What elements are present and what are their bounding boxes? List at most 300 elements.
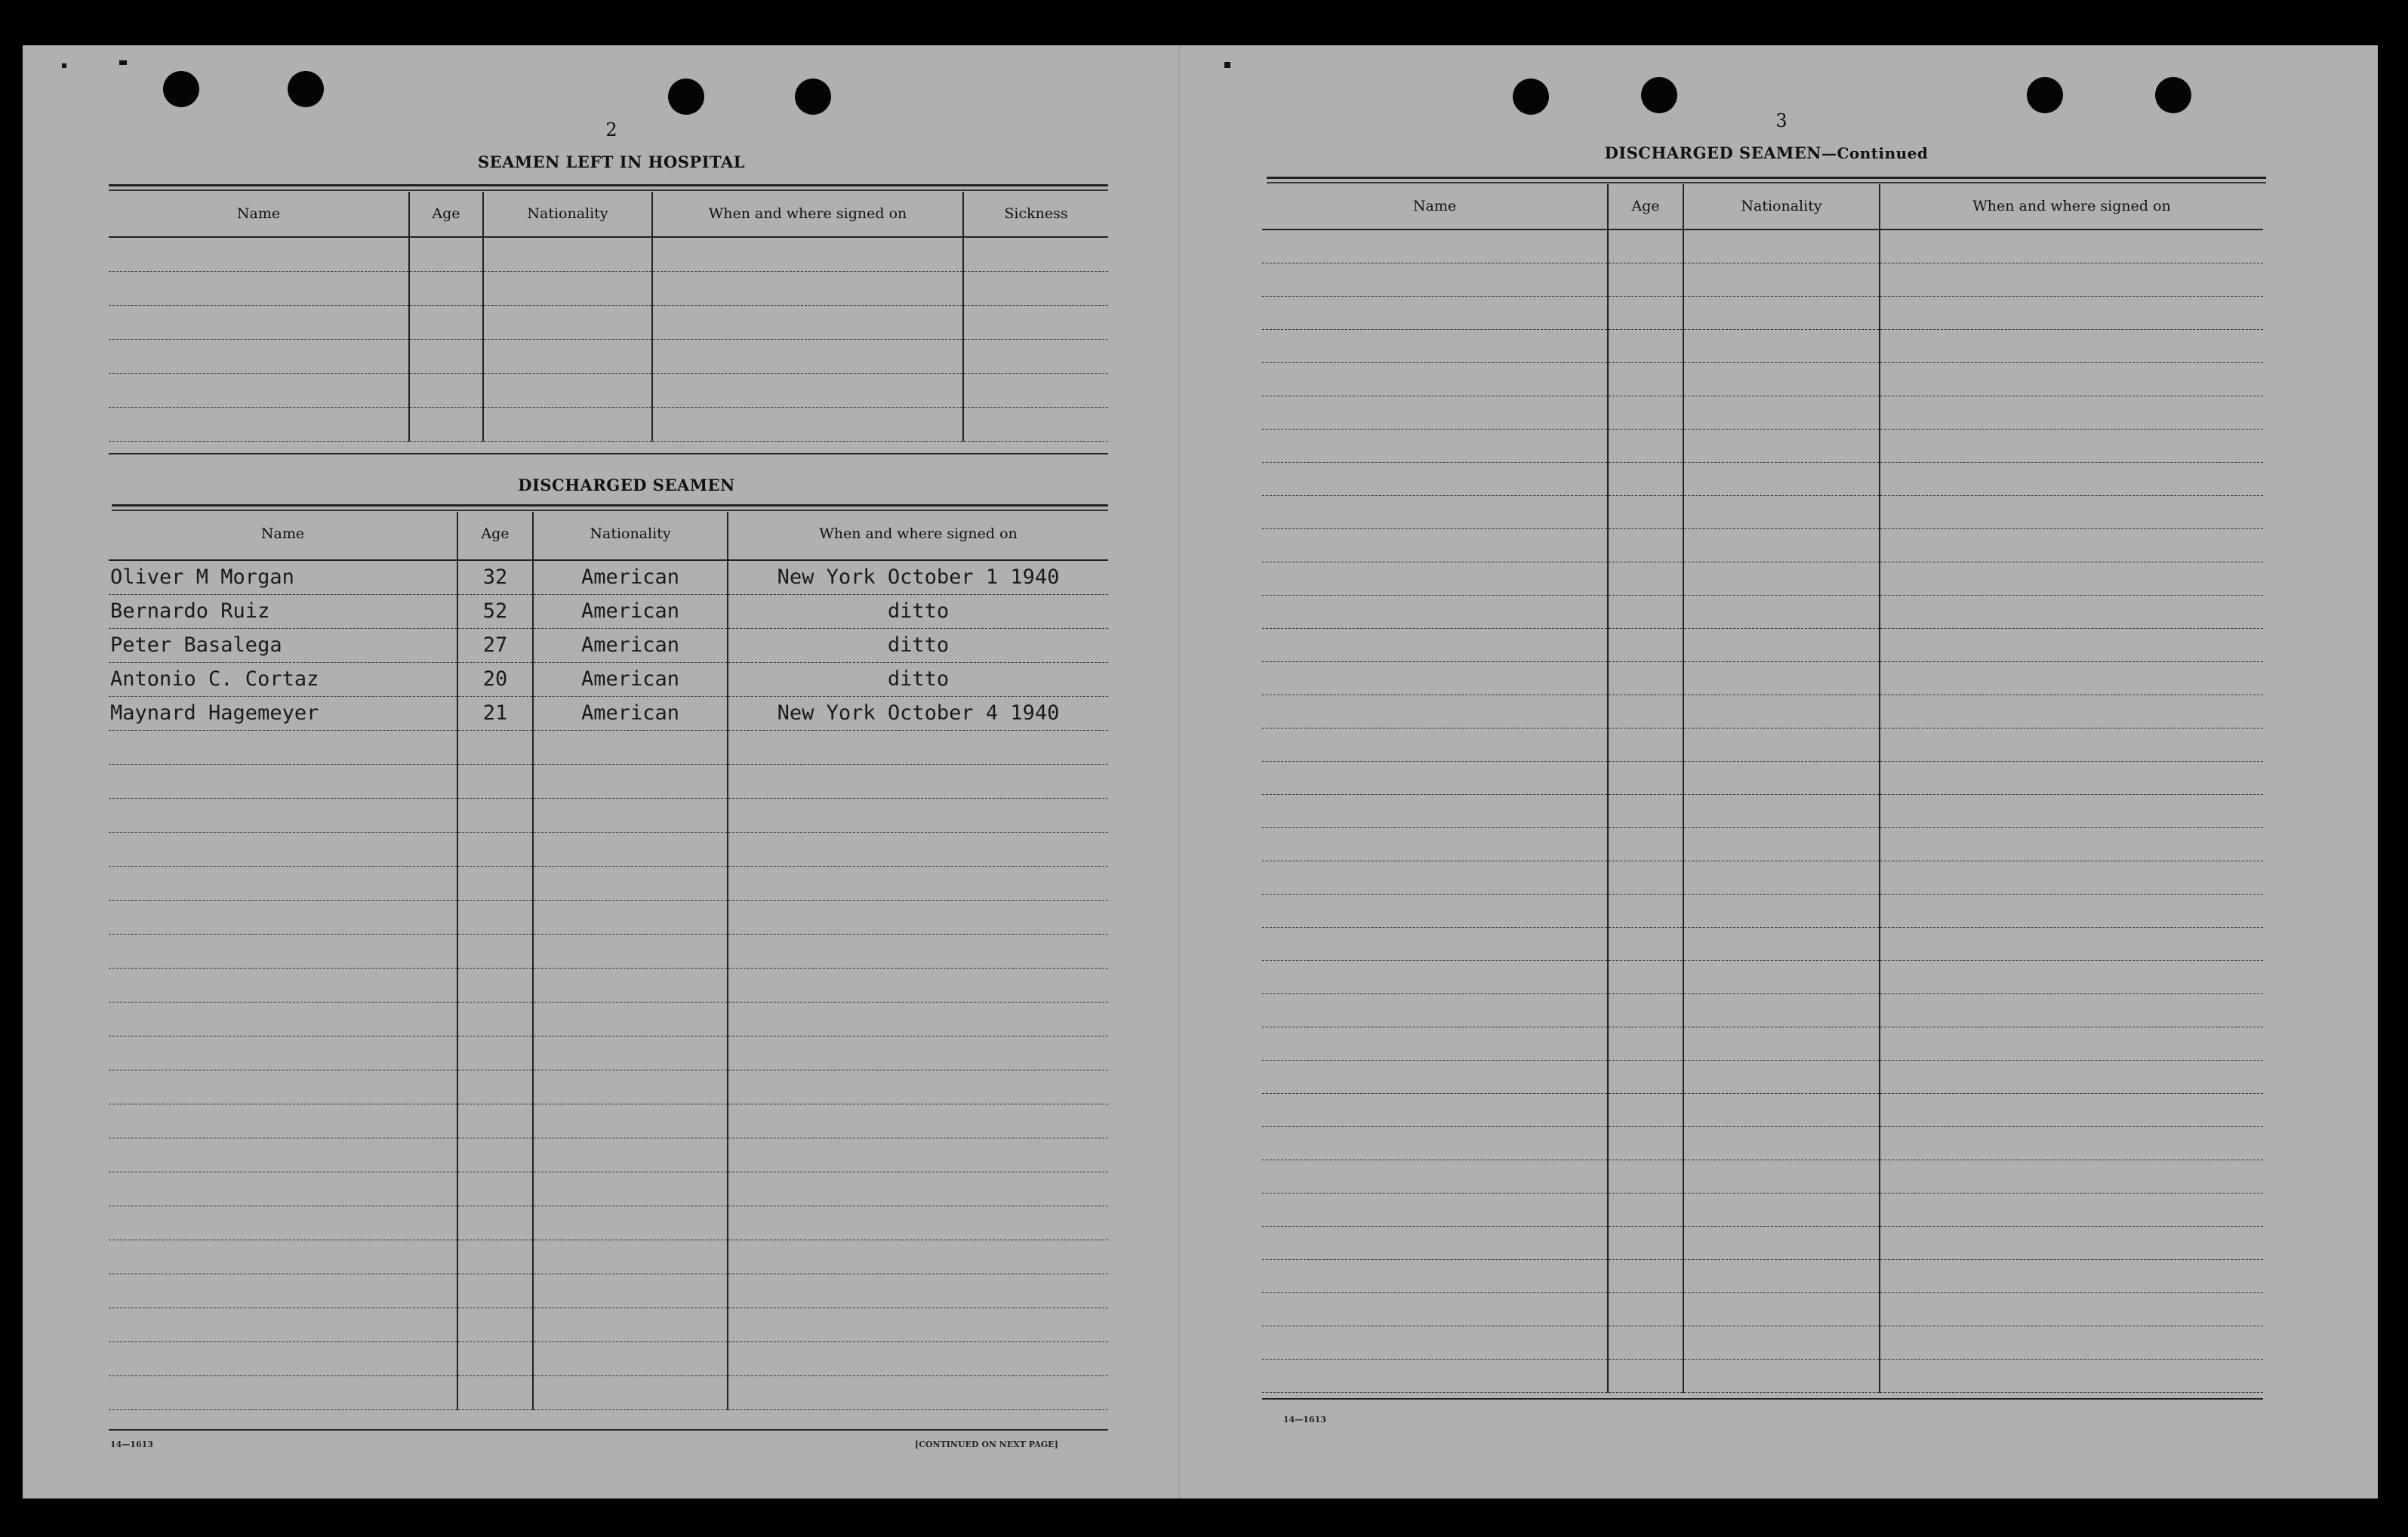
blank-cell [533,1240,728,1274]
blank-cell [652,407,963,441]
blank-row [1262,1060,2263,1093]
blank-cell [1608,429,1683,462]
blank-cell [1262,1292,1608,1326]
blank-cell [1608,562,1683,595]
blank-cell [1880,528,2263,562]
blank-cell [652,237,963,271]
blank-cell [728,934,1108,968]
blank-cell [1608,1060,1683,1093]
blank-cell [1262,1027,1608,1060]
blank-cell [1608,296,1683,329]
blank-cell [1608,362,1683,396]
blank-cell [109,339,409,373]
blank-cell [1608,595,1683,628]
blank-cell [1262,1259,1608,1292]
blank-cell [1262,827,1608,861]
nationality-cell: American [533,560,728,594]
blank-row [109,1070,1108,1104]
nationality-cell: American [533,696,728,730]
blank-cell [533,1341,728,1375]
blank-cell [533,764,728,798]
blank-cell [1262,761,1608,794]
column-header-name: Name [1262,184,1608,229]
blank-row [1262,528,2263,562]
blank-cell [1262,1126,1608,1160]
blank-cell [1608,495,1683,528]
blank-cell [1608,1226,1683,1259]
table-row [109,628,1108,662]
blank-cell [109,1138,457,1172]
blank-cell [533,1274,728,1308]
blank-cell [1880,1160,2263,1193]
blank-cell [457,1308,533,1341]
blank-cell [1262,1160,1608,1193]
blank-cell [409,339,483,373]
blank-cell [457,832,533,866]
blank-cell [963,237,1108,271]
scan-speck [62,63,66,68]
blank-row [1262,1126,2263,1160]
blank-cell [1608,1259,1683,1292]
blank-cell [1608,960,1683,993]
blank-cell [1880,1259,2263,1292]
blank-row [109,1002,1108,1036]
blank-cell [1683,861,1880,894]
blank-cell [1608,827,1683,861]
age-cell: 20 [457,662,533,696]
hospital-table-title: SEAMEN LEFT IN HOSPITAL [477,152,746,171]
blank-row [109,1104,1108,1138]
table-row [109,696,1108,730]
blank-cell [409,305,483,339]
blank-row [1262,296,2263,329]
blank-cell [109,1070,457,1104]
table-bottom-rule [109,453,1108,454]
blank-cell [1683,894,1880,927]
blank-cell [728,1172,1108,1206]
blank-cell [652,339,963,373]
blank-cell [1880,894,2263,927]
blank-cell [1683,1093,1880,1126]
blank-cell [1683,296,1880,329]
blank-row [1262,661,2263,695]
blank-cell [728,1070,1108,1104]
blank-row [1262,462,2263,495]
blank-row [1262,1292,2263,1326]
blank-cell [1608,1160,1683,1193]
blank-cell [1262,894,1608,927]
blank-cell [1608,1193,1683,1226]
column-header-nationality: Nationality [1683,184,1880,229]
blank-row [109,730,1108,764]
blank-cell [1608,661,1683,695]
blank-row [1262,993,2263,1027]
column-header-signed-on: When and where signed on [652,192,963,237]
blank-cell [1608,794,1683,827]
blank-cell [1683,562,1880,595]
table-top-rule [1267,177,2266,179]
blank-cell [483,305,652,339]
blank-cell [1262,1060,1608,1093]
blank-row [109,237,1108,271]
blank-cell [1608,695,1683,728]
table-row [109,662,1108,696]
blank-cell [1683,661,1880,695]
blank-cell [1683,1259,1880,1292]
blank-cell [109,1206,457,1240]
blank-cell [963,373,1108,407]
blank-cell [109,900,457,934]
blank-cell [533,968,728,1002]
blank-cell [533,798,728,832]
blank-cell [533,730,728,764]
blank-cell [728,1206,1108,1240]
blank-cell [1262,1359,1608,1392]
blank-cell [109,1308,457,1341]
blank-cell [1608,1093,1683,1126]
blank-cell [457,798,533,832]
blank-cell [533,1138,728,1172]
blank-row [1262,761,2263,794]
blank-cell [1683,1292,1880,1326]
blank-cell [1683,993,1880,1027]
blank-cell [1683,595,1880,628]
blank-cell [109,237,409,271]
blank-cell [533,1308,728,1341]
blank-cell [1262,595,1608,628]
blank-cell [409,373,483,407]
blank-cell [533,866,728,900]
blank-row [109,305,1108,339]
blank-cell [1880,1060,2263,1093]
blank-cell [1880,263,2263,296]
blank-cell [533,1172,728,1206]
blank-cell [728,798,1108,832]
blank-row [1262,263,2263,296]
blank-cell [1880,661,2263,695]
age-cell: 27 [457,628,533,662]
blank-cell [1608,894,1683,927]
column-header-name: Name [109,512,457,560]
blank-cell [1683,728,1880,761]
blank-row [109,339,1108,373]
blank-cell [1262,462,1608,495]
blank-cell [457,1070,533,1104]
blank-cell [728,1341,1108,1375]
blank-cell [1880,728,2263,761]
blank-cell [1683,1326,1880,1359]
page-fold [1178,45,1181,1498]
blank-row [1262,861,2263,894]
blank-cell [109,1240,457,1274]
blank-cell [109,1036,457,1070]
blank-cell [457,730,533,764]
punch-hole [1513,79,1549,115]
table-top-rule [112,510,1108,511]
blank-row [109,1240,1108,1274]
blank-cell [1262,1193,1608,1226]
blank-cell [457,764,533,798]
blank-cell [1262,993,1608,1027]
blank-cell [1880,761,2263,794]
blank-cell [1880,429,2263,462]
blank-cell [963,407,1108,441]
blank-cell [1880,861,2263,894]
blank-row [1262,1160,2263,1193]
blank-cell [409,271,483,305]
column-header-signed-on: When and where signed on [728,512,1108,560]
title-main: DISCHARGED SEAMEN [1604,143,1821,162]
blank-cell [109,1172,457,1206]
blank-cell [1608,1326,1683,1359]
blank-cell [1608,1292,1683,1326]
blank-cell [109,968,457,1002]
blank-cell [652,373,963,407]
blank-cell [533,1104,728,1138]
blank-cell [1683,229,1880,263]
blank-cell [1262,628,1608,661]
blank-cell [1683,528,1880,562]
title-suffix: —Continued [1821,144,1929,162]
name-cell: Maynard Hagemeyer [109,696,457,730]
blank-cell [109,764,457,798]
blank-cell [728,1308,1108,1341]
blank-cell [1880,1292,2263,1326]
continued-note: [CONTINUED ON NEXT PAGE] [915,1440,1058,1449]
blank-cell [728,866,1108,900]
blank-cell [109,1341,457,1375]
blank-cell [1262,362,1608,396]
name-cell: Oliver M Morgan [109,560,457,594]
blank-cell [1683,695,1880,728]
column-header-name: Name [109,192,409,237]
blank-row [109,866,1108,900]
name-cell: Antonio C. Cortaz [109,662,457,696]
blank-row [1262,794,2263,827]
blank-cell [1262,1326,1608,1359]
blank-row [1262,960,2263,993]
blank-cell [1262,495,1608,528]
punch-hole [2027,77,2063,113]
blank-cell [963,271,1108,305]
column-header-nationality: Nationality [483,192,652,237]
blank-cell [1262,661,1608,695]
blank-cell [457,1002,533,1036]
blank-cell [1880,1093,2263,1126]
blank-cell [457,1138,533,1172]
blank-cell [1880,362,2263,396]
blank-cell [457,968,533,1002]
blank-cell [1262,429,1608,462]
blank-row [109,1308,1108,1341]
blank-cell [457,900,533,934]
blank-row [1262,628,2263,661]
table-top-rule [1267,182,2266,183]
age-cell: 21 [457,696,533,730]
blank-cell [109,1104,457,1138]
signed-on-cell: ditto [728,628,1108,662]
blank-cell [1880,329,2263,362]
blank-cell [1683,1126,1880,1160]
name-cell: Peter Basalega [109,628,457,662]
punch-hole [2155,77,2191,113]
blank-cell [1262,329,1608,362]
blank-row [109,1206,1108,1240]
blank-cell [109,1002,457,1036]
blank-row [109,1341,1108,1375]
blank-cell [1880,462,2263,495]
blank-cell [457,1104,533,1138]
blank-cell [1262,960,1608,993]
blank-row [1262,1359,2263,1392]
blank-row [1262,229,2263,263]
blank-cell [652,271,963,305]
blank-row [109,1375,1108,1409]
blank-cell [1608,462,1683,495]
blank-row [109,373,1108,407]
blank-cell [1683,794,1880,827]
blank-row [109,407,1108,441]
blank-cell [1262,263,1608,296]
blank-cell [1262,229,1608,263]
table-top-rule [109,189,1108,191]
blank-cell [109,1274,457,1308]
blank-cell [457,1375,533,1409]
blank-cell [533,832,728,866]
blank-cell [483,271,652,305]
blank-cell [1683,495,1880,528]
blank-row [1262,1259,2263,1292]
punch-hole [668,79,704,115]
blank-row [109,934,1108,968]
blank-row [109,832,1108,866]
punch-hole [795,79,831,115]
blank-cell [1608,728,1683,761]
column-header-sickness: Sickness [963,192,1108,237]
discharged-table-title: DISCHARGED SEAMEN [518,476,735,494]
blank-cell [1683,329,1880,362]
blank-cell [728,1274,1108,1308]
blank-cell [109,407,409,441]
blank-cell [1880,1027,2263,1060]
blank-row [109,1274,1108,1308]
blank-cell [457,1341,533,1375]
blank-cell [1608,993,1683,1027]
blank-cell [483,373,652,407]
blank-cell [1683,1060,1880,1093]
blank-cell [1683,927,1880,960]
blank-row [109,798,1108,832]
blank-cell [1608,628,1683,661]
blank-cell [409,237,483,271]
table-top-rule [112,504,1108,507]
blank-cell [1262,1226,1608,1259]
blank-cell [1683,1160,1880,1193]
blank-cell [109,730,457,764]
blank-row [109,1138,1108,1172]
blank-row [109,900,1108,934]
blank-cell [1608,1027,1683,1060]
blank-cell [1880,993,2263,1027]
blank-cell [1683,1193,1880,1226]
blank-cell [533,1206,728,1240]
blank-cell [1880,1226,2263,1259]
blank-cell [483,237,652,271]
blank-cell [1880,628,2263,661]
blank-row [1262,396,2263,429]
blank-cell [1608,329,1683,362]
signed-on-cell: ditto [728,594,1108,628]
blank-row [1262,1093,2263,1126]
blank-cell [1683,960,1880,993]
column-header-age: Age [457,512,533,560]
table-bottom-rule [1262,1398,2263,1400]
blank-cell [1608,927,1683,960]
blank-cell [457,1274,533,1308]
punch-hole [163,71,199,107]
name-cell: Bernardo Ruiz [109,594,457,628]
blank-cell [109,866,457,900]
nationality-cell: American [533,662,728,696]
blank-row [1262,728,2263,761]
blank-cell [1880,296,2263,329]
blank-cell [457,934,533,968]
blank-row [1262,362,2263,396]
discharged-continued-table [1262,184,2263,1393]
blank-cell [1683,1027,1880,1060]
blank-cell [1683,396,1880,429]
blank-cell [728,1240,1108,1274]
blank-cell [533,900,728,934]
blank-cell [1683,827,1880,861]
page-number: 2 [605,119,617,140]
blank-cell [963,305,1108,339]
column-header-nationality: Nationality [533,512,728,560]
blank-cell [483,407,652,441]
blank-cell [457,1172,533,1206]
blank-cell [1880,229,2263,263]
blank-cell [728,968,1108,1002]
blank-cell [1880,595,2263,628]
blank-cell [1880,562,2263,595]
blank-cell [1880,396,2263,429]
blank-cell [409,407,483,441]
blank-cell [1262,1093,1608,1126]
blank-row [1262,1226,2263,1259]
blank-cell [728,1002,1108,1036]
column-header-age: Age [1608,184,1683,229]
table-row [109,594,1108,628]
blank-cell [533,1002,728,1036]
blank-row [1262,429,2263,462]
blank-cell [728,1138,1108,1172]
blank-cell [1880,794,2263,827]
blank-cell [1683,628,1880,661]
blank-cell [457,1240,533,1274]
table-top-rule [109,184,1108,186]
blank-cell [1880,1359,2263,1392]
punch-hole [1641,77,1677,113]
blank-cell [109,798,457,832]
blank-cell [1880,827,2263,861]
blank-row [109,1036,1108,1070]
blank-cell [1262,562,1608,595]
blank-cell [1683,462,1880,495]
column-header-age: Age [409,192,483,237]
blank-cell [1262,794,1608,827]
blank-cell [652,305,963,339]
table-row [109,560,1108,594]
